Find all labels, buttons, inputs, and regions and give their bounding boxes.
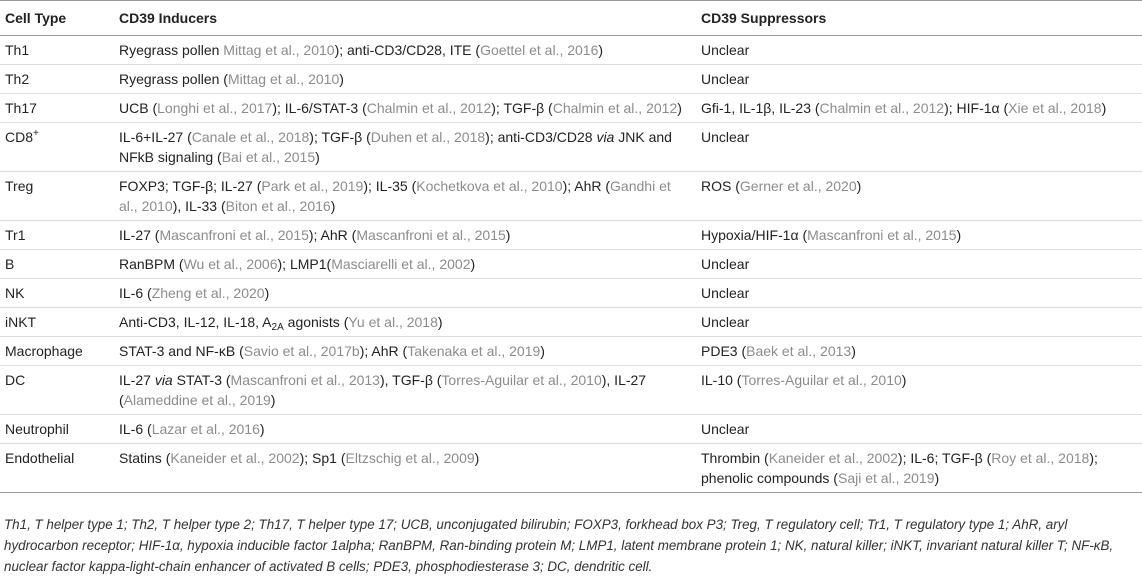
header-inducers: CD39 Inducers <box>119 10 218 26</box>
citation-link[interactable]: Xie et al., 2018 <box>1008 100 1102 116</box>
citation-link[interactable]: Kochetkova et al., 2010 <box>416 178 563 194</box>
inducers-cell: Ryegrass pollen Mittag et al., 2010); anti-CD3/CD28, ITE (Goettel et al., 2016) <box>119 42 604 58</box>
table-row <box>0 279 1142 308</box>
citation-link[interactable]: Goettel et al., 2016 <box>480 42 599 58</box>
citation-link[interactable]: Baek et al., 2013 <box>746 343 852 359</box>
cell-type: DC <box>5 372 26 388</box>
citation-link[interactable]: Gerner et al., 2020 <box>739 178 857 194</box>
suppressors-cell: Unclear <box>701 71 750 87</box>
cell-type: Treg <box>5 178 34 194</box>
inducers-cell: RanBPM (Wu et al., 2006); LMP1(Masciarelli et al., 2002) <box>119 256 476 272</box>
citation-link[interactable]: Mascanfroni et al., 2015 <box>159 227 309 243</box>
citation-link[interactable]: Mascanfroni et al., 2015 <box>356 227 506 243</box>
citation-link[interactable]: Canale et al., 2018 <box>191 129 310 145</box>
citation-link[interactable]: Mittag et al., 2010 <box>227 71 340 87</box>
citation-link[interactable]: Takenaka et al., 2019 <box>407 343 541 359</box>
citation-link[interactable]: Kaneider et al., 2002 <box>768 450 898 466</box>
citation-link[interactable]: Chalmin et al., 2012 <box>366 100 492 116</box>
inducers-cell: Statins (Kaneider et al., 2002); Sp1 (Eltzschig et al., 2009) <box>119 450 480 466</box>
table-row <box>0 36 1142 65</box>
cell-type: B <box>5 256 15 272</box>
inducers-cell: Anti-CD3, IL-12, IL-18, $A_{2A}$ agonists (Yu et al., 2018) <box>119 314 443 333</box>
citation-link[interactable]: Mascanfroni et al., 2015 <box>807 227 957 243</box>
inducers-cell: Ryegrass pollen (Mittag et al., 2010) <box>119 71 344 87</box>
cell-type: Tr1 <box>5 227 26 243</box>
suppressors-cell: Unclear <box>701 285 750 301</box>
table-row <box>0 123 1142 172</box>
citation-link[interactable]: Savio et al., 2017b <box>243 343 360 359</box>
suppressors-cell: Gfi-1, IL-1β, IL-23 (Chalmin et al., 2012); HIF-1α (Xie et al., 2018) <box>701 100 1107 116</box>
inducers-cell: IL-6+IL-27 (Canale et al., 2018); TGF-β (Duhen et al., 2018); anti-CD3/CD28 via JNK and NFkB signaling (Bai et al., 2015) <box>119 129 672 165</box>
inducers-cell: STAT-3 and NF-κB (Savio et al., 2017b); AhR (Takenaka et al., 2019) <box>119 343 545 359</box>
table-row <box>0 415 1142 444</box>
citation-link[interactable]: Park et al., 2019 <box>261 178 364 194</box>
table-row <box>0 65 1142 94</box>
cell-type: NK <box>5 285 25 301</box>
table-row <box>0 94 1142 123</box>
subscript-text: 2A <box>271 322 284 333</box>
cell-type: Th1 <box>5 42 30 58</box>
table-row <box>0 337 1142 366</box>
suppressors-cell: PDE3 (Baek et al., 2013) <box>701 343 856 359</box>
citation-link[interactable]: Masciarelli et al., 2002 <box>331 256 471 272</box>
citation-link[interactable]: Saji et al., 2019 <box>837 470 935 486</box>
inducers-cell: IL-6 (Lazar et al., 2016) <box>119 421 265 437</box>
italic-text: via <box>596 129 615 145</box>
citation-link[interactable]: Mittag et al., 2010 <box>223 42 335 58</box>
citation-link[interactable]: Chalmin et al., 2012 <box>819 100 945 116</box>
suppressors-cell: ROS (Gerner et al., 2020) <box>701 178 862 194</box>
suppressors-cell: Unclear <box>701 421 750 437</box>
inducers-cell: IL-27 (Mascanfroni et al., 2015); AhR (Mascanfroni et al., 2015) <box>119 227 511 243</box>
header-cell-type: Cell Type <box>5 10 67 26</box>
cell-type: iNKT <box>5 314 37 330</box>
citation-link[interactable]: Kaneider et al., 2002 <box>170 450 300 466</box>
citation-link[interactable]: Longhi et al., 2017 <box>157 100 273 116</box>
inducers-cell: FOXP3; TGF-β; IL-27 (Park et al., 2019); IL-35 (Kochetkova et al., 2010); AhR (Gandhi et al., 2010), IL-33 (Biton et al., 2016) <box>119 178 671 214</box>
cell-type: Th2 <box>5 71 30 87</box>
citation-link[interactable]: Torres-Aguilar et al., 2010 <box>441 372 602 388</box>
suppressors-cell: Thrombin (Kaneider et al., 2002); IL-6; TGF-β (Roy et al., 2018); phenolic compounds (Saji et al., 2019) <box>701 450 1098 486</box>
citation-link[interactable]: Roy et al., 2018 <box>991 450 1090 466</box>
inducers-cell: UCB (Longhi et al., 2017); IL-6/STAT-3 (Chalmin et al., 2012); TGF-β (Chalmin et al., 2012) <box>119 100 682 116</box>
suppressors-cell: Unclear <box>701 129 750 145</box>
suppressors-cell: Hypoxia/HIF-1α (Mascanfroni et al., 2015) <box>701 227 962 243</box>
cell-type: Macrophage <box>5 343 83 359</box>
suppressors-cell: IL-10 (Torres-Aguilar et al., 2010) <box>701 372 907 388</box>
suppressors-cell: Unclear <box>701 256 750 272</box>
citation-link[interactable]: Zheng et al., 2020 <box>151 285 265 301</box>
citation-link[interactable]: Wu et al., 2006 <box>183 256 278 272</box>
header-suppressors: CD39 Suppressors <box>701 10 827 26</box>
table-header-row <box>0 1 1142 36</box>
citation-link[interactable]: Yu et al., 2018 <box>348 314 438 330</box>
citation-link[interactable]: Alameddine et al., 2019 <box>123 392 271 408</box>
cell-type: Endothelial <box>5 450 75 466</box>
table-row <box>0 308 1142 337</box>
table-row <box>0 250 1142 279</box>
italic-text: via <box>154 372 173 388</box>
citation-link[interactable]: Bai et al., 2015 <box>221 149 316 165</box>
inducers-cell: IL-6 (Zheng et al., 2020) <box>119 285 270 301</box>
table-row <box>0 444 1142 493</box>
citation-link[interactable]: Chalmin et al., 2012 <box>552 100 678 116</box>
citation-link[interactable]: Eltzschig et al., 2009 <box>345 450 475 466</box>
suppressors-cell: Unclear <box>701 42 750 58</box>
citation-link[interactable]: Duhen et al., 2018 <box>370 129 486 145</box>
citation-link[interactable]: Biton et al., 2016 <box>225 198 331 214</box>
table-row <box>0 366 1142 415</box>
table-footnote: Th1, T helper type 1; Th2, T helper type 2; Th17, T helper type 17; UCB, unconjugated bilirubin; FOXP3, forkhead box P3; Treg, T regulatory cell; Tr1, T regulatory type 1; AhR, aryl hydrocarbon receptor; HIF-1α, hypoxia inducible factor 1alpha; RanBPM, Ran-binding protein M; LMP1, latent membrane protein 1; NK, natural killer; iNKT, invariant natural killer T; NF-κB, nuclear factor kappa-light-chain enhancer of activated B cells; PDE3, phosphodiesterase 3; DC, dendritic cell. <box>4 517 1114 574</box>
table-row <box>0 172 1142 221</box>
suppressors-cell: Unclear <box>701 314 750 330</box>
table-row <box>0 221 1142 250</box>
table-body <box>0 36 1142 493</box>
inducers-cell: IL-27 via STAT-3 (Mascanfroni et al., 2013), TGF-β (Torres-Aguilar et al., 2010), IL-27 (Alameddine et al., 2019) <box>119 372 647 408</box>
cell-type: Neutrophil <box>5 421 69 437</box>
citation-link[interactable]: Mascanfroni et al., 2013 <box>230 372 380 388</box>
citation-link[interactable]: Gandhi et al., 2010 <box>119 178 671 214</box>
cell-type: Th17 <box>5 100 37 116</box>
superscript-text: + <box>33 128 39 139</box>
citation-link[interactable]: Lazar et al., 2016 <box>151 421 260 437</box>
citation-link[interactable]: Torres-Aguilar et al., 2010 <box>741 372 902 388</box>
cell-type: CD8+ <box>5 128 39 145</box>
